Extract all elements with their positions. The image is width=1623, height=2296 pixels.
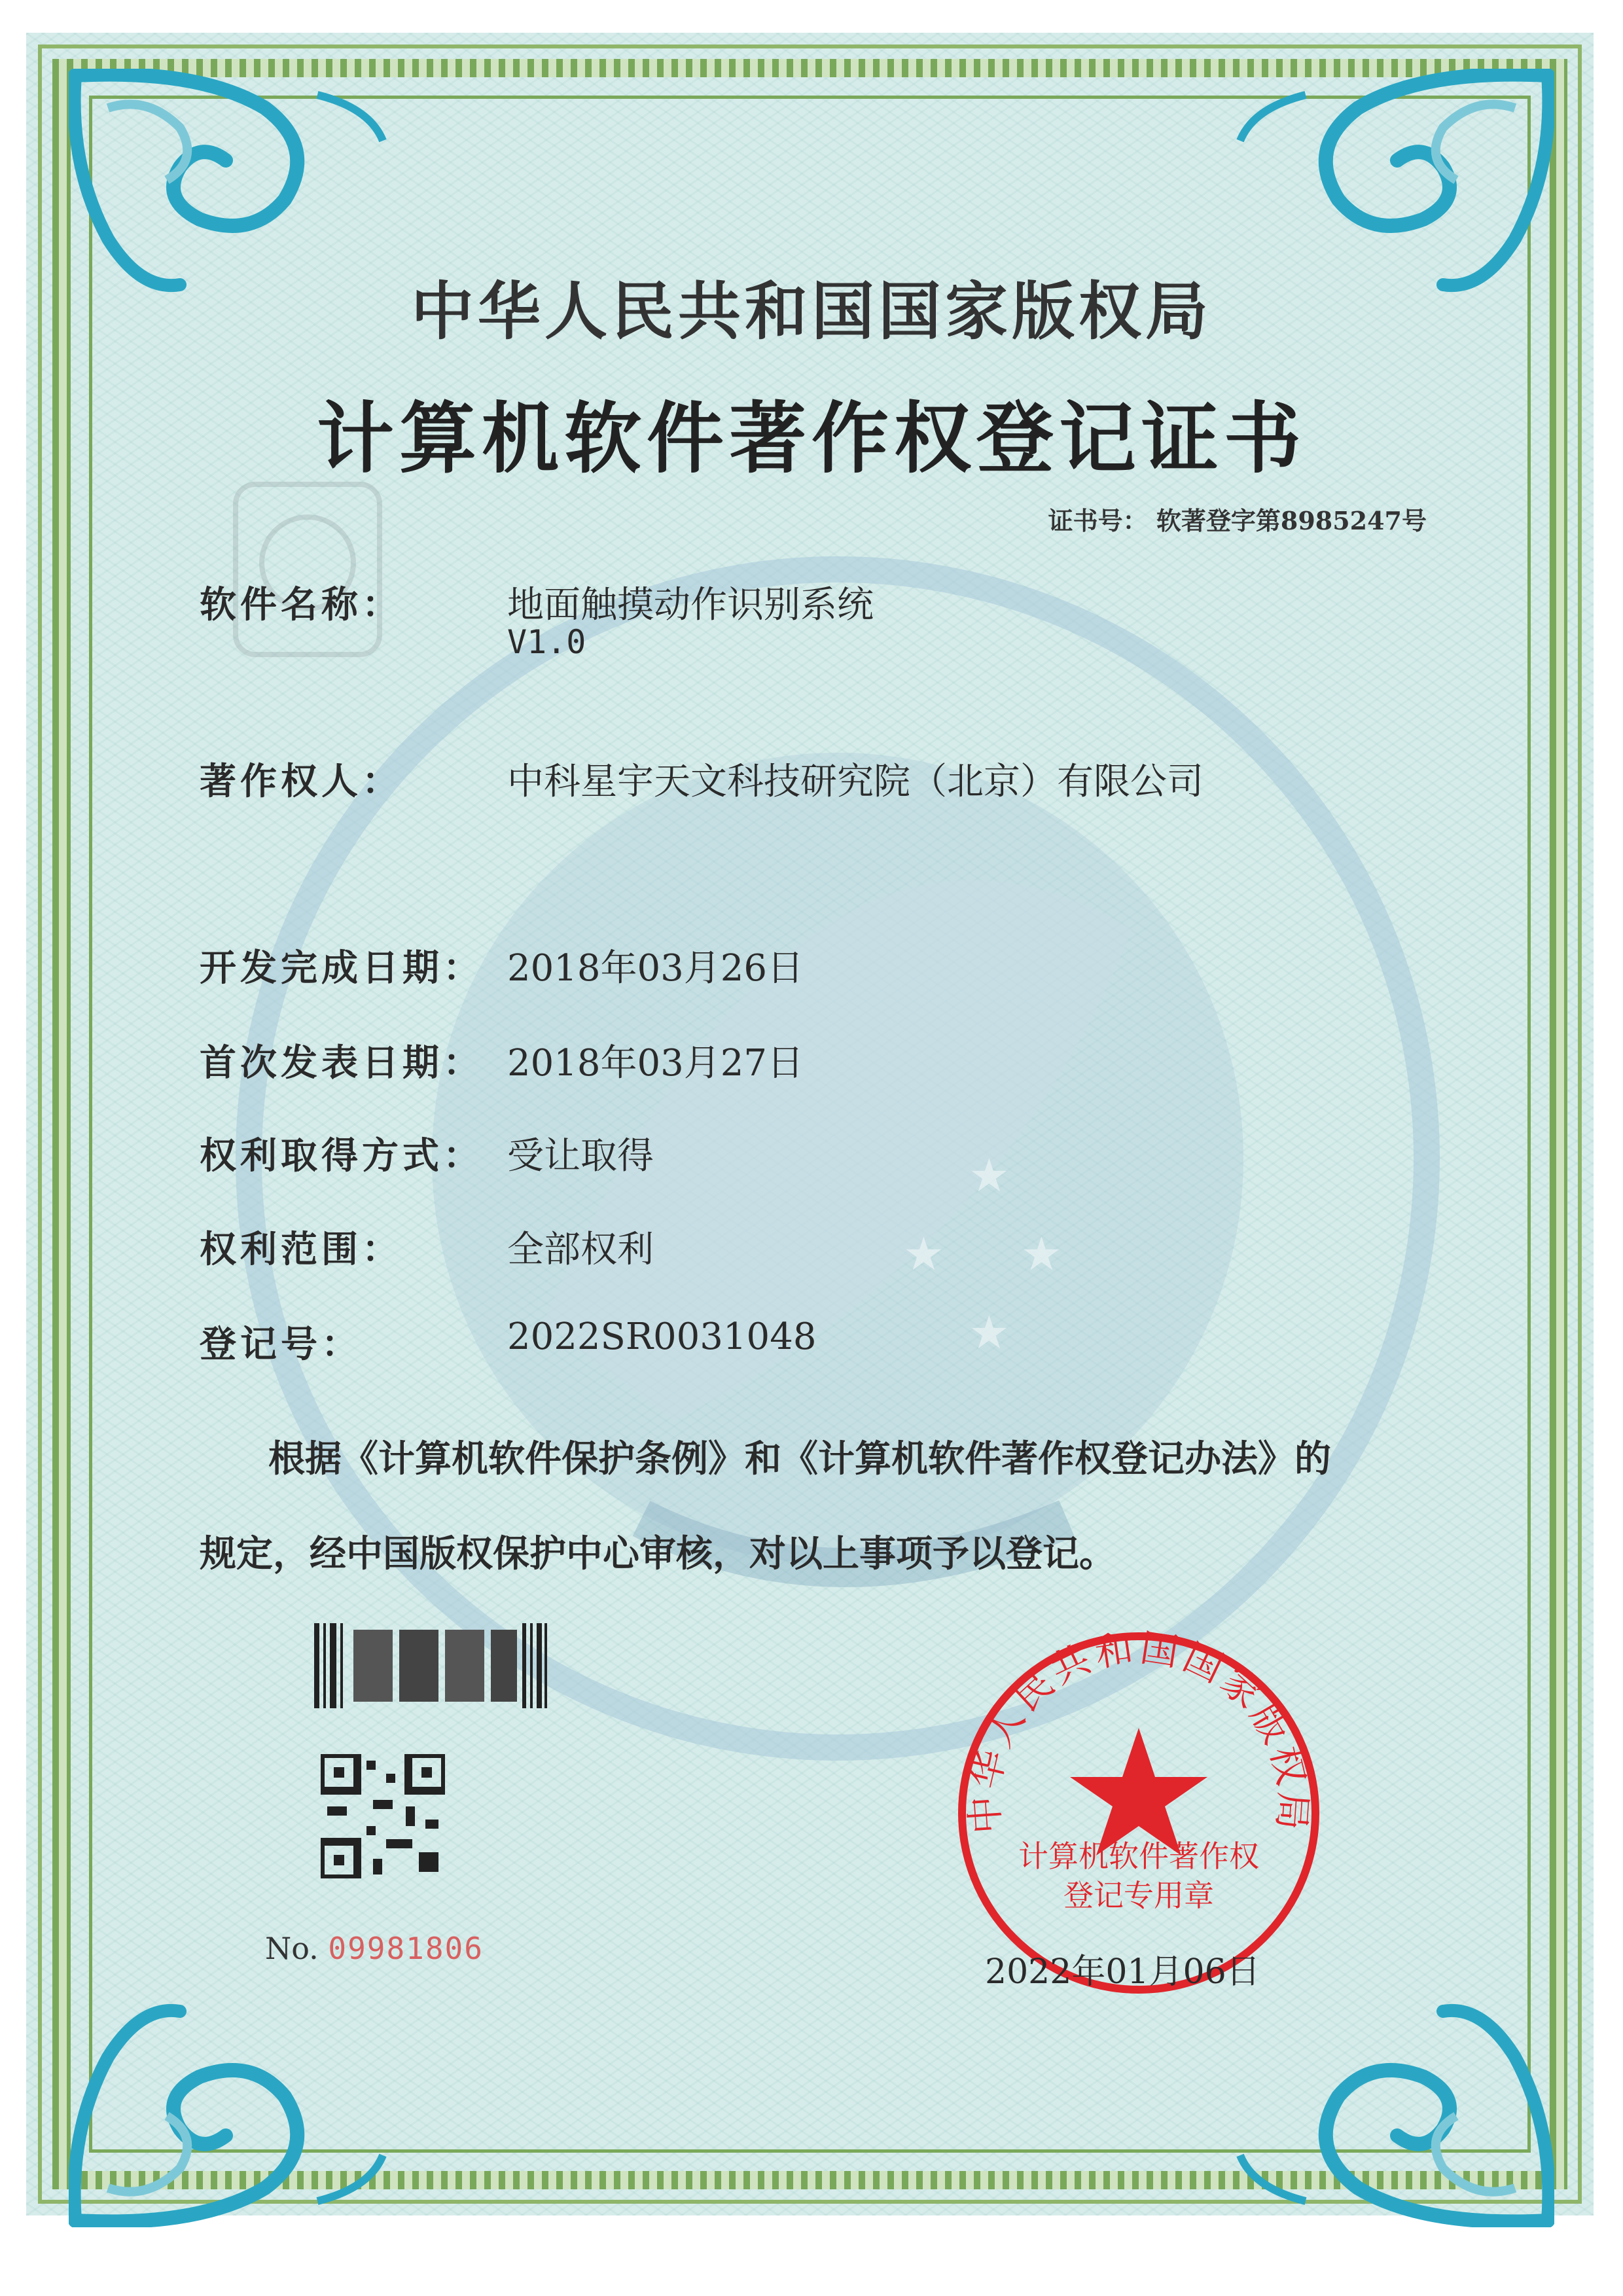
qr-code (321, 1754, 445, 1878)
cert-number-label: 证书号： (1048, 506, 1148, 535)
field-copyright-owner (200, 753, 1204, 805)
field-label: 权利取得方式： (200, 1134, 484, 1177)
cert-number-value: 软著登字第8985247号 (1156, 506, 1427, 535)
field-label: 权利范围： (200, 1228, 402, 1271)
field-value: 2018年03月27日 (507, 1042, 804, 1085)
serial-value: 09981806 (328, 1931, 484, 1966)
field-acquisition-method (200, 1127, 654, 1179)
statement-line-2: 规定，经中国版权保护中心审核，对以上事项予以登记。 (200, 1532, 1116, 1575)
seal-line-1: 计算机软件著作权 (1018, 1839, 1259, 1874)
svg-text:★: ★ (969, 1306, 1010, 1359)
field-label: 开发完成日期： (200, 946, 484, 990)
field-publish-date (200, 1034, 804, 1086)
field-rights-scope (200, 1221, 654, 1273)
field-development-date (200, 939, 804, 992)
issue-date: 2022年01月06日 (985, 1952, 1260, 1992)
seal-ring-text: 中华人民共和国国家版权局 (961, 1625, 1316, 1836)
embossed-seal-mark (223, 471, 393, 668)
field-label: 首次发表日期： (200, 1041, 484, 1085)
barcode-image (314, 1623, 550, 1708)
serial-label: No. (265, 1931, 319, 1966)
svg-text:★: ★ (969, 1149, 1010, 1202)
issuer-heading: 中华人民共和国国家版权局 (411, 274, 1212, 348)
field-label: 著作权人： (200, 760, 402, 803)
statement-line-1: 根据《计算机软件保护条例》和《计算机软件著作权登记办法》的 (268, 1437, 1331, 1480)
field-value-version: V1.0 (507, 623, 586, 661)
svg-text:★: ★ (903, 1227, 944, 1281)
field-value: 2022SR0031048 (507, 1316, 817, 1358)
seal-line-2: 登记专用章 (1063, 1878, 1214, 1913)
serial-number (265, 1931, 484, 1966)
field-value: 中科星宇天文科技研究院（北京）有限公司 (507, 761, 1204, 803)
field-value: 受让取得 (507, 1135, 654, 1177)
field-software-name (200, 576, 874, 661)
field-value: 全部权利 (507, 1229, 654, 1271)
svg-text:★: ★ (1021, 1227, 1062, 1281)
corner-ornament-bottom-left (69, 1992, 396, 2227)
field-label: 软件名称： (200, 583, 402, 626)
certificate-title: 计算机软件著作权登记证书 (316, 393, 1306, 484)
certificate-number (1048, 501, 1427, 537)
field-value: 地面触摸动作识别系统 (507, 584, 874, 626)
field-registration-number (200, 1316, 817, 1368)
field-value: 2018年03月26日 (507, 947, 804, 990)
corner-ornament-bottom-right (1227, 1992, 1554, 2227)
field-label: 登记号： (200, 1323, 362, 1366)
